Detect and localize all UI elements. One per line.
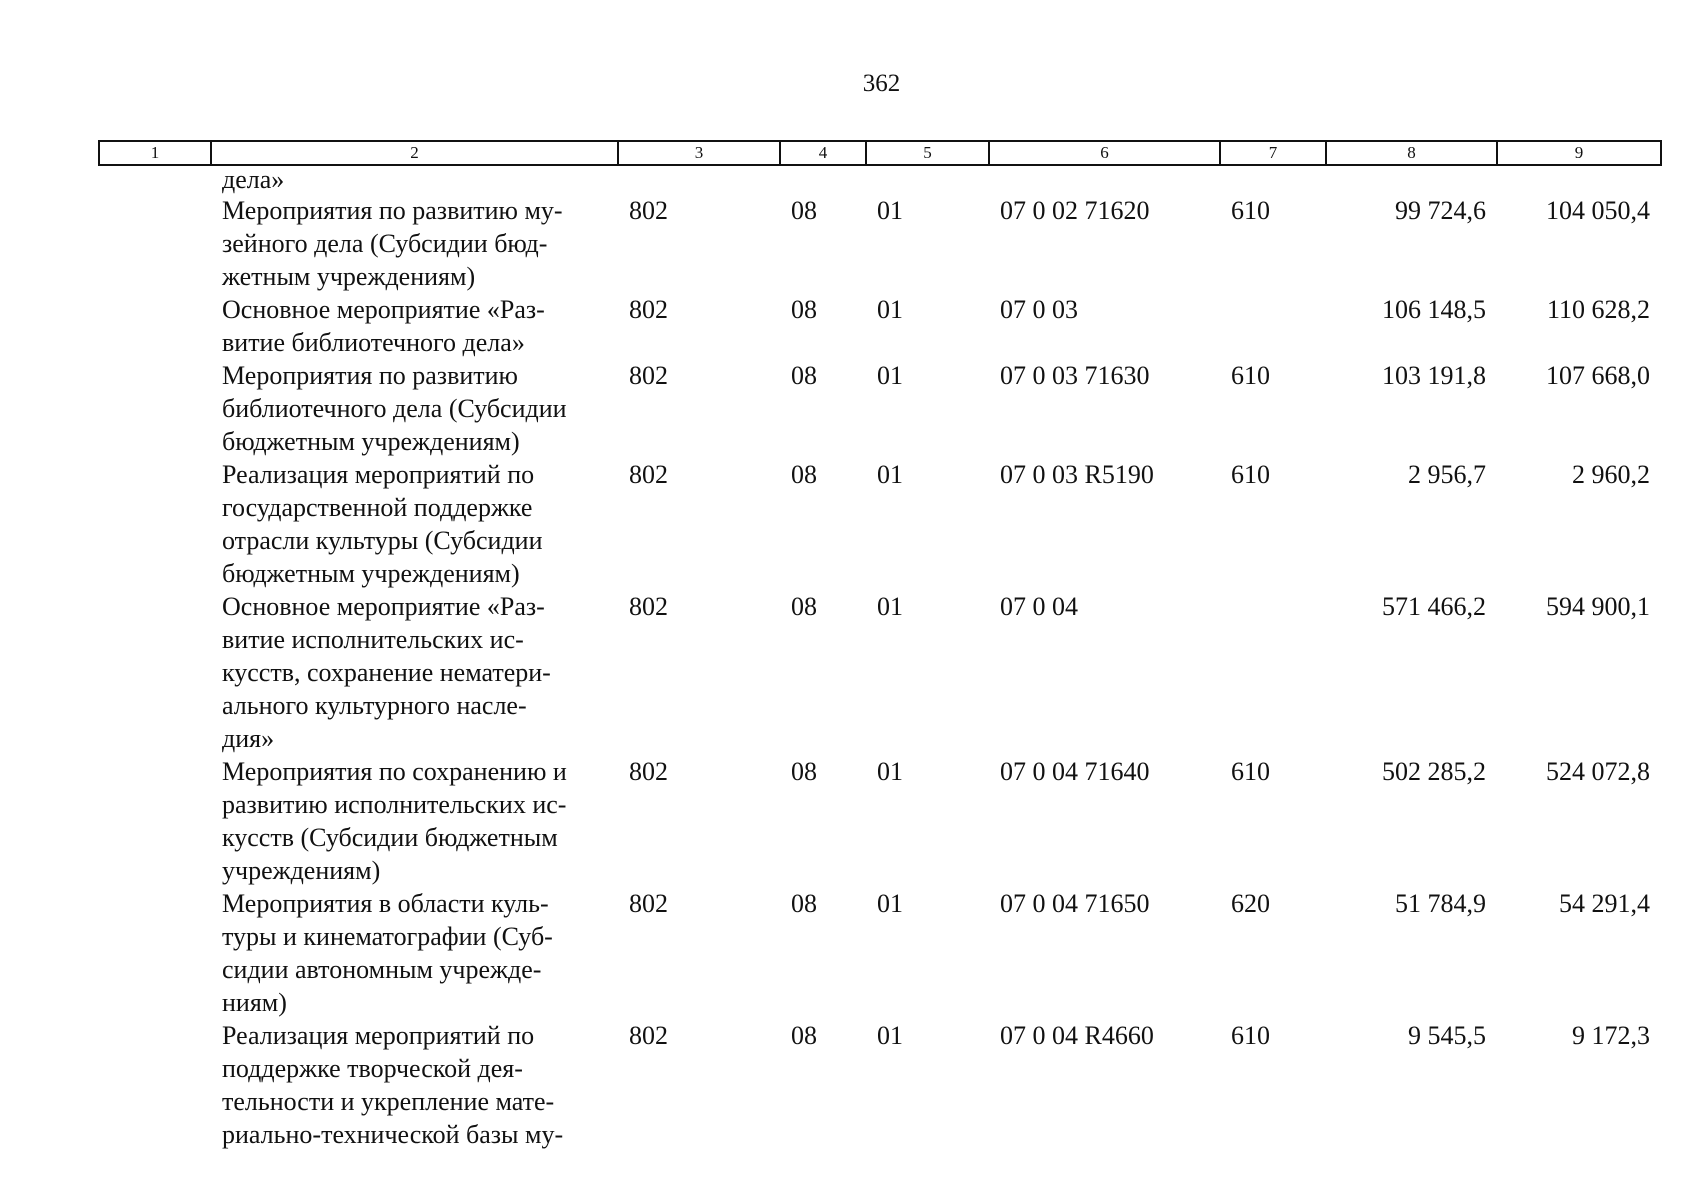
cell-section: 08 [791, 460, 817, 489]
cell-amount-year-2: 107 668,0 [1546, 361, 1650, 390]
budget-table-container [98, 140, 1660, 1151]
name-line: ального культурного насле- [222, 691, 527, 720]
cell-col-1 [99, 194, 211, 293]
name-line: Мероприятия по сохранению и [222, 757, 567, 786]
name-line: жетным учреждениям) [222, 262, 476, 291]
cell-col-1 [99, 887, 211, 1019]
cell-name [211, 887, 618, 1019]
cell-subsection: 01 [877, 592, 903, 621]
cell-subsection: 01 [877, 196, 903, 225]
table-row [99, 194, 1661, 293]
cell-subsection [866, 165, 989, 194]
cell-expense-type [1220, 293, 1326, 359]
cell-expense-type: 610 [1231, 757, 1270, 786]
cell-amount-year-2 [1497, 165, 1661, 194]
cell-section: 08 [791, 757, 817, 786]
cell-subsection: 01 [877, 361, 903, 390]
table-header [99, 141, 1661, 165]
cell-expense-type: 610 [1231, 460, 1270, 489]
cell-target-article: 07 0 03 [1000, 295, 1078, 324]
name-line: государственной поддержке [222, 493, 533, 522]
header-col-4: 4 [780, 141, 866, 165]
cell-section: 08 [791, 889, 817, 918]
cell-target-article: 07 0 02 71620 [1000, 196, 1150, 225]
name-line: отрасли культуры (Субсидии [222, 526, 543, 555]
cell-col-1 [99, 293, 211, 359]
cell-amount-year-2: 104 050,4 [1546, 196, 1650, 225]
table-row [99, 755, 1661, 887]
cell-ministry-code: 802 [629, 196, 668, 225]
name-line: дия» [222, 724, 275, 753]
name-line: витие библиотечного дела» [222, 328, 525, 357]
name-line: Мероприятия в области куль- [222, 889, 549, 918]
cell-expense-type [1220, 590, 1326, 755]
cell-name [211, 194, 618, 293]
cell-amount-year-2: 524 072,8 [1546, 757, 1650, 786]
cell-section: 08 [791, 592, 817, 621]
name-line: бюджетным учреждениям) [222, 427, 520, 456]
table-row [99, 1019, 1661, 1151]
table-row [99, 359, 1661, 458]
name-line: дела» [222, 165, 285, 194]
cell-col-1 [99, 458, 211, 590]
budget-table [98, 140, 1662, 1151]
cell-amount-year-1 [1326, 165, 1497, 194]
header-col-3: 3 [618, 141, 780, 165]
name-line: Основное мероприятие «Раз- [222, 592, 545, 621]
cell-amount-year-1: 103 191,8 [1382, 361, 1486, 390]
header-col-1: 1 [99, 141, 211, 165]
cell-name [211, 165, 618, 194]
cell-section: 08 [791, 1021, 817, 1050]
cell-section [780, 165, 866, 194]
cell-col-1 [99, 590, 211, 755]
header-col-7: 7 [1220, 141, 1326, 165]
table-row [99, 165, 1661, 194]
cell-expense-type: 610 [1231, 361, 1270, 390]
cell-amount-year-1: 106 148,5 [1382, 295, 1486, 324]
cell-target-article [989, 165, 1220, 194]
cell-amount-year-2: 9 172,3 [1572, 1021, 1650, 1050]
cell-col-1 [99, 755, 211, 887]
name-line: сидии автономным учрежде- [222, 955, 542, 984]
cell-target-article: 07 0 04 [1000, 592, 1078, 621]
cell-subsection: 01 [877, 1021, 903, 1050]
cell-name [211, 458, 618, 590]
cell-name [211, 755, 618, 887]
cell-amount-year-1: 99 724,6 [1395, 196, 1486, 225]
table-row [99, 293, 1661, 359]
cell-section: 08 [791, 361, 817, 390]
table-row [99, 887, 1661, 1019]
name-line: Мероприятия по развитию му- [222, 196, 563, 225]
header-col-9: 9 [1497, 141, 1661, 165]
cell-amount-year-1: 571 466,2 [1382, 592, 1486, 621]
cell-amount-year-2: 594 900,1 [1546, 592, 1650, 621]
name-line: Реализация мероприятий по [222, 460, 535, 489]
name-line: библиотечного дела (Субсидии [222, 394, 567, 423]
cell-section: 08 [791, 196, 817, 225]
cell-name [211, 359, 618, 458]
cell-col-1 [99, 1019, 211, 1151]
cell-ministry-code: 802 [629, 460, 668, 489]
name-line: ниям) [222, 988, 287, 1017]
header-col-6: 6 [989, 141, 1220, 165]
cell-ministry-code: 802 [629, 295, 668, 324]
name-line: кусств (Субсидии бюджетным [222, 823, 558, 852]
cell-name [211, 293, 618, 359]
cell-target-article: 07 0 04 R4660 [1000, 1021, 1154, 1050]
cell-amount-year-2: 54 291,4 [1559, 889, 1650, 918]
table-body [99, 165, 1661, 1151]
name-line: витие исполнительских ис- [222, 625, 524, 654]
cell-subsection: 01 [877, 757, 903, 786]
cell-amount-year-2: 2 960,2 [1572, 460, 1650, 489]
cell-target-article: 07 0 03 71630 [1000, 361, 1150, 390]
name-line: поддержке творческой дея- [222, 1054, 523, 1083]
name-line: кусств, сохранение нематери- [222, 658, 551, 687]
cell-subsection: 01 [877, 295, 903, 324]
header-col-5: 5 [866, 141, 989, 165]
table-row [99, 590, 1661, 755]
cell-ministry-code: 802 [629, 889, 668, 918]
name-line: туры и кинематографии (Суб- [222, 922, 553, 951]
cell-name [211, 590, 618, 755]
name-line: Реализация мероприятий по [222, 1021, 535, 1050]
cell-expense-type [1220, 165, 1326, 194]
name-line: учреждениям) [222, 856, 381, 885]
cell-subsection: 01 [877, 460, 903, 489]
cell-amount-year-1: 502 285,2 [1382, 757, 1486, 786]
cell-ministry-code: 802 [629, 592, 668, 621]
cell-ministry-code: 802 [629, 1021, 668, 1050]
cell-subsection: 01 [877, 889, 903, 918]
cell-ministry-code: 802 [629, 757, 668, 786]
name-line: Мероприятия по развитию [222, 361, 518, 390]
header-col-8: 8 [1326, 141, 1497, 165]
cell-ministry-code [618, 165, 780, 194]
cell-section: 08 [791, 295, 817, 324]
name-line: тельности и укрепление мате- [222, 1087, 555, 1116]
cell-expense-type: 620 [1231, 889, 1270, 918]
name-line: риально-технической базы му- [222, 1120, 564, 1149]
name-line: зейного дела (Субсидии бюд- [222, 229, 548, 258]
cell-amount-year-1: 2 956,7 [1408, 460, 1486, 489]
name-line: Основное мероприятие «Раз- [222, 295, 545, 324]
name-line: развитию исполнительских ис- [222, 790, 567, 819]
cell-expense-type: 610 [1231, 196, 1270, 225]
name-line: бюджетным учреждениям) [222, 559, 520, 588]
cell-target-article: 07 0 04 71640 [1000, 757, 1150, 786]
cell-target-article: 07 0 03 R5190 [1000, 460, 1154, 489]
cell-expense-type: 610 [1231, 1021, 1270, 1050]
cell-ministry-code: 802 [629, 361, 668, 390]
header-col-2: 2 [211, 141, 618, 165]
cell-amount-year-1: 51 784,9 [1395, 889, 1486, 918]
header-row [99, 141, 1661, 165]
table-row [99, 458, 1661, 590]
cell-col-1 [99, 359, 211, 458]
cell-target-article: 07 0 04 71650 [1000, 889, 1150, 918]
cell-name [211, 1019, 618, 1151]
page-number: 362 [862, 70, 901, 97]
cell-col-1 [99, 165, 211, 194]
cell-amount-year-2: 110 628,2 [1546, 295, 1650, 324]
cell-amount-year-1: 9 545,5 [1408, 1021, 1486, 1050]
